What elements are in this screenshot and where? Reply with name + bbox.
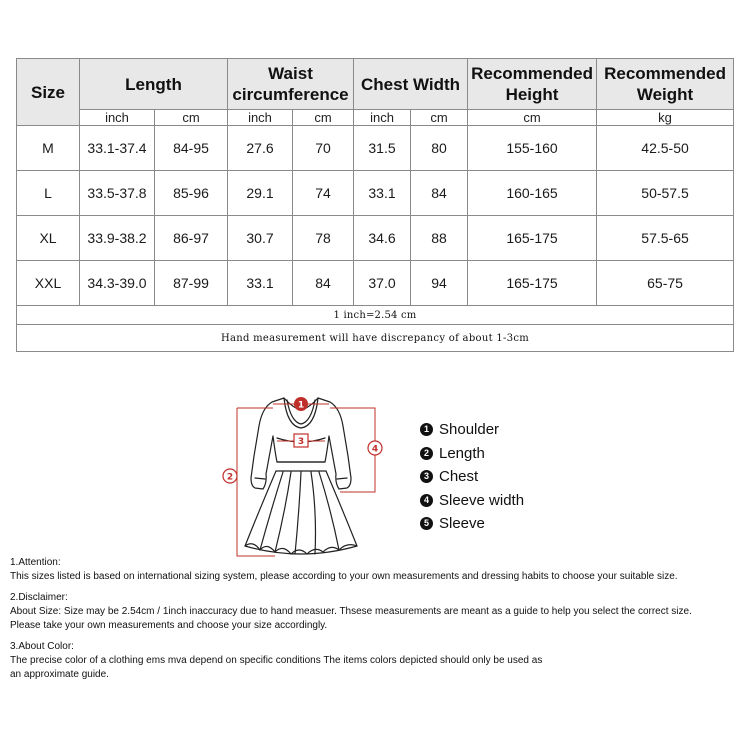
header-height: Recommended Height xyxy=(468,59,597,110)
cell-chest-inch: 33.1 xyxy=(354,171,411,216)
cell-waist-cm: 78 xyxy=(293,216,354,261)
note-disclaimer xyxy=(10,591,745,633)
cell-waist-cm: 84 xyxy=(293,261,354,306)
table-row xyxy=(17,126,734,171)
cell-waist-inch: 30.7 xyxy=(228,216,293,261)
cell-waist-inch: 27.6 xyxy=(228,126,293,171)
legend-item-sleeve-width xyxy=(420,489,524,513)
table-row xyxy=(17,216,734,261)
legend-item-shoulder xyxy=(420,418,524,442)
number-badge-icon: 5 xyxy=(420,517,433,530)
cell-chest-cm: 88 xyxy=(411,216,468,261)
cell-chest-inch: 34.6 xyxy=(354,216,411,261)
number-badge-icon: 2 xyxy=(420,447,433,460)
legend-label: Chest xyxy=(439,468,479,486)
legend-label: Sleeve xyxy=(439,515,485,533)
number-badge-icon: 4 xyxy=(420,494,433,507)
dress-outline xyxy=(245,398,357,554)
cell-length-inch: 33.9-38.2 xyxy=(80,216,155,261)
marker-1: 1 xyxy=(297,400,305,411)
cell-length-cm: 85-96 xyxy=(155,171,228,216)
cell-height-cm: 165-175 xyxy=(468,216,597,261)
discrepancy-row xyxy=(17,325,734,352)
unit-cell: cm xyxy=(411,110,468,126)
cell-weight-kg: 42.5-50 xyxy=(597,126,734,171)
marker-sleeve-width xyxy=(368,441,382,455)
unit-row xyxy=(17,110,734,126)
number-badge-icon: 1 xyxy=(420,423,433,436)
note-attention xyxy=(10,556,745,584)
header-chest: Chest Width xyxy=(354,59,468,110)
unit-cell: cm xyxy=(293,110,354,126)
cell-height-cm: 160-165 xyxy=(468,171,597,216)
cell-chest-cm: 94 xyxy=(411,261,468,306)
legend-item-chest xyxy=(420,465,524,489)
cell-chest-inch: 37.0 xyxy=(354,261,411,306)
cell-chest-cm: 84 xyxy=(411,171,468,216)
header-weight: Recommended Weight xyxy=(597,59,734,110)
size-chart-table xyxy=(16,58,734,352)
dress-illustration xyxy=(215,386,395,562)
discrepancy-note: Hand measurement will have discrepancy of about 1-3cm xyxy=(17,325,734,352)
cell-weight-kg: 57.5-65 xyxy=(597,216,734,261)
cell-waist-cm: 74 xyxy=(293,171,354,216)
legend-label: Sleeve width xyxy=(439,491,525,509)
cell-waist-inch: 33.1 xyxy=(228,261,293,306)
unit-cell: inch xyxy=(228,110,293,126)
header-length: Length xyxy=(80,59,228,110)
cell-chest-inch: 31.5 xyxy=(354,126,411,171)
cell-size: XXL xyxy=(17,261,80,306)
cell-waist-inch: 29.1 xyxy=(228,171,293,216)
marker-length xyxy=(223,469,237,483)
note-line: The precise color of a clothing ems mva depend on specific conditions The items colors depicted should only be used as xyxy=(10,655,543,666)
conversion-row xyxy=(17,306,734,325)
note-title: 3.About Color: xyxy=(10,641,74,652)
notes-section xyxy=(10,556,745,689)
legend-label: Length xyxy=(439,444,485,462)
cell-length-cm: 87-99 xyxy=(155,261,228,306)
marker-chest xyxy=(294,434,308,447)
cell-length-cm: 86-97 xyxy=(155,216,228,261)
cell-height-cm: 155-160 xyxy=(468,126,597,171)
cell-height-cm: 165-175 xyxy=(468,261,597,306)
note-line: Please take your own measurements and choose your size accordingly. xyxy=(10,620,328,631)
unit-cell: kg xyxy=(597,110,734,126)
cell-weight-kg: 50-57.5 xyxy=(597,171,734,216)
unit-cell: cm xyxy=(155,110,228,126)
marker-4: 4 xyxy=(371,444,379,455)
cell-length-cm: 84-95 xyxy=(155,126,228,171)
cell-size: L xyxy=(17,171,80,216)
note-title: 1.Attention: xyxy=(10,557,61,568)
header-waist: Waist circumference xyxy=(228,59,354,110)
cell-chest-cm: 80 xyxy=(411,126,468,171)
number-badge-icon: 3 xyxy=(420,470,433,483)
unit-cell: inch xyxy=(354,110,411,126)
note-line: About Size: Size may be 2.54cm / 1inch inaccuracy due to hand measuer. Thsese measurements are meant as a guide to help you select the correct size. xyxy=(10,606,692,617)
cell-length-inch: 34.3-39.0 xyxy=(80,261,155,306)
legend-item-length xyxy=(420,442,524,466)
marker-2: 2 xyxy=(226,472,234,483)
cell-weight-kg: 65-75 xyxy=(597,261,734,306)
cell-length-inch: 33.1-37.4 xyxy=(80,126,155,171)
dress-measurement-diagram xyxy=(215,386,395,562)
cell-length-inch: 33.5-37.8 xyxy=(80,171,155,216)
header-row xyxy=(17,59,734,110)
cell-waist-cm: 70 xyxy=(293,126,354,171)
note-line: an approximate guide. xyxy=(10,669,109,680)
conversion-note: 1 inch=2.54 cm xyxy=(17,306,734,325)
cell-size: M xyxy=(17,126,80,171)
marker-3: 3 xyxy=(297,437,305,447)
marker-shoulder xyxy=(294,397,308,411)
cell-size: XL xyxy=(17,216,80,261)
legend-label: Shoulder xyxy=(439,421,500,439)
legend-item-sleeve xyxy=(420,512,524,536)
table-row xyxy=(17,171,734,216)
note-title: 2.Disclaimer: xyxy=(10,592,68,603)
measurement-legend xyxy=(420,418,524,536)
note-about-color xyxy=(10,640,745,682)
unit-cell: inch xyxy=(80,110,155,126)
table-row xyxy=(17,261,734,306)
header-size: Size xyxy=(17,59,80,126)
note-line: This sizes listed is based on international sizing system, please according to your own measurements and dressing habits to choose your suitable size. xyxy=(10,571,678,582)
unit-cell: cm xyxy=(468,110,597,126)
